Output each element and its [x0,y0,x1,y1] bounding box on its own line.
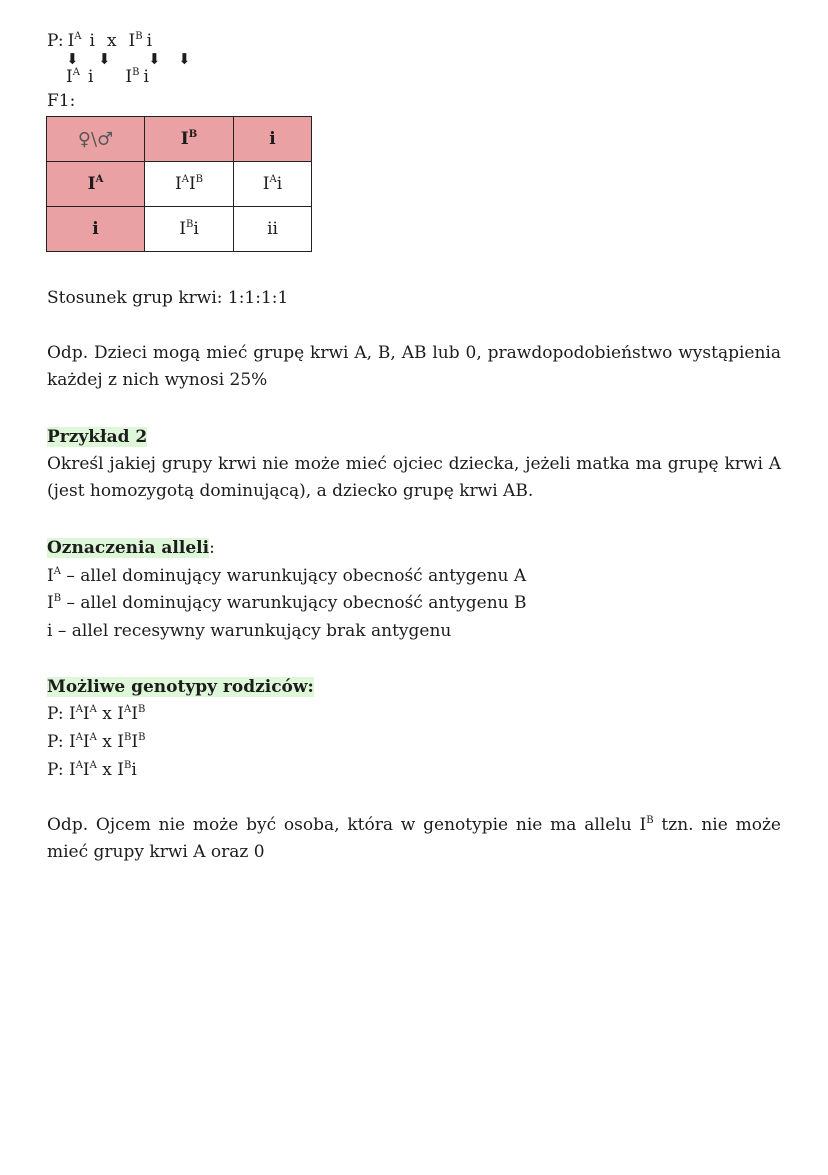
arrow-down-icon: ⬇ [98,50,111,68]
gamete-4: i [143,67,149,87]
punnett-header-row [47,117,312,162]
allele-item: $I^B$ – allel dominujący warunkujący obecność antygenu B [47,593,527,613]
p-label: P: [47,31,64,51]
punnett-col-header: i [234,117,312,162]
gamete-3-sup: B [132,67,140,78]
punnett-cell: $I^Ai$ [234,162,312,207]
punnett-cell: $I^Bi$ [145,207,234,252]
example-2-heading: Przykład 2 [47,427,148,447]
parent2-allele1-sup: B [135,31,143,42]
arrow-down-icon: ⬇ [148,50,161,68]
punnett-row-header: i [47,207,145,252]
punnett-col-header: $I^B$ [145,117,234,162]
gamete-1: I [66,67,73,87]
ratio-text: Stosunek grup krwi: 1:1:1:1 [47,288,289,308]
alleles-heading-line: Oznaczenia alleli: [47,538,215,558]
punnett-row [47,162,312,207]
cross-parents-line [47,31,152,51]
parent1-allele1-sup: A [74,31,82,42]
gamete-2: i [87,67,94,87]
genotype-line: P: $I^AI^A$ x $I^BI^B$ [47,732,146,752]
punnett-cell: $I^AI^B$ [145,162,234,207]
punnett-row-header: $I^A$ [47,162,145,207]
genotypes-heading: Możliwe genotypy rodziców: [47,677,314,697]
answer-1: Odp. Dzieci mogą mieć grupę krwi A, B, AB lub 0, prawdopodobieństwo wystąpienia każdej z nich wynosi 25% [47,343,781,390]
f1-label: F1: [47,91,76,111]
punnett-corner-cell [47,117,145,162]
parent1-allele2: i [89,31,95,51]
parent1-allele1: I [67,31,75,51]
genotype-line: P: $I^AI^A$ x $I^Bi$ [47,760,137,780]
genotypes-heading-line [47,674,781,701]
punnett-cell: ii [234,207,312,252]
cross-x: x [106,31,117,51]
answer-2: Odp. Ojcem nie może być osoba, która w genotypie nie ma allelu $I^B$ tzn. nie może mieć grupy krwi A oraz 0 [47,815,781,862]
allele-item: $I^A$ – allel dominujący warunkujący obecność antygenu A [47,566,527,586]
female-male-symbol-icon: ♀\♂ [77,128,114,150]
punnett-square [46,116,312,252]
parent2-allele2: i [146,31,153,51]
arrow-down-icon: ⬇ [66,50,79,68]
allele-item: i – allel recesywny warunkujący brak antygenu [47,621,452,641]
gametes-line [66,67,149,87]
alleles-heading: Oznaczenia alleli [47,538,210,558]
parent2-allele1: I [128,31,136,51]
gamete-1-sup: A [72,67,80,78]
gamete-3: I [125,67,133,87]
example-2-heading-line [47,424,781,451]
arrow-down-icon: ⬇ [178,50,191,68]
punnett-row [47,207,312,252]
genotype-line: P: $I^AI^A$ x $I^AI^B$ [47,704,146,724]
example-2-text: Określ jakiej grupy krwi nie może mieć ojciec dziecka, jeżeli matka ma grupę krwi A (jest homozygotą dominującą), a dziecko grupę krwi AB. [47,454,781,501]
